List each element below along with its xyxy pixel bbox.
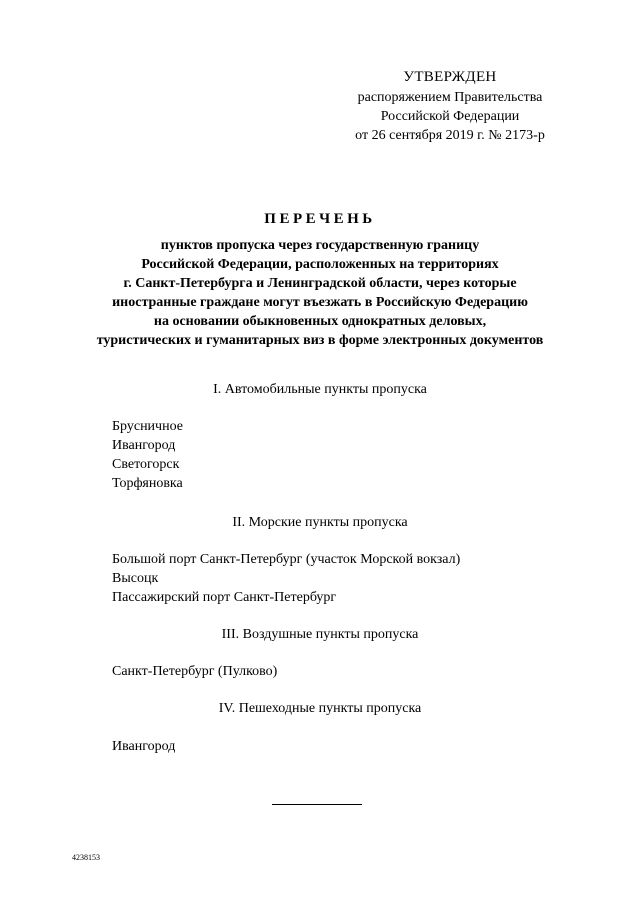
section-items <box>112 550 460 607</box>
closing-rule <box>272 804 362 805</box>
section-heading: I. Автомобильные пункты пропуска <box>213 382 427 397</box>
list-item: Ивангород <box>112 438 176 453</box>
approval-line: распоряжением Правительства <box>357 90 543 105</box>
document-title: ПЕРЕЧЕНЬ <box>264 211 376 227</box>
section-items <box>112 417 183 493</box>
subtitle-line: пунктов пропуска через государственную границу <box>160 238 480 253</box>
section-items <box>112 737 175 756</box>
list-item: Санкт-Петербург (Пулково) <box>112 664 278 679</box>
list-item: Брусничное <box>112 419 183 434</box>
list-item: Светогорск <box>112 457 180 472</box>
section-heading: IV. Пешеходные пункты пропуска <box>218 701 422 716</box>
section-items <box>112 662 277 681</box>
subtitle-line: на основании обыкновенных однократных деловых, <box>153 314 487 329</box>
list-item: Ивангород <box>112 739 176 754</box>
document-code: 4238153 <box>72 853 100 862</box>
approval-line: от 26 сентября 2019 г. № 2173-р <box>355 128 545 143</box>
subtitle-line: туристических и гуманитарных виз в форме электронных документов <box>96 333 544 348</box>
section-heading: III. Воздушные пункты пропуска <box>221 627 419 642</box>
approval-heading: УТВЕРЖДЕН <box>403 69 497 85</box>
list-item: Пассажирский порт Санкт-Петербург <box>112 590 337 605</box>
approval-line: Российской Федерации <box>380 109 520 124</box>
approval-stamp <box>330 68 570 145</box>
subtitle-line: иностранные граждане могут въезжать в Российскую Федерацию <box>112 295 528 310</box>
subtitle-line: г. Санкт-Петербурга и Ленинградской области, через которые <box>123 276 517 291</box>
document-subtitle <box>40 236 600 350</box>
subtitle-line: Российской Федерации, расположенных на территориях <box>141 257 499 272</box>
list-item: Большой порт Санкт-Петербург (участок Морской вокзал) <box>112 552 461 567</box>
section-heading: II. Морские пункты пропуска <box>232 515 408 530</box>
list-item: Торфяновка <box>112 476 183 491</box>
list-item: Высоцк <box>112 571 159 586</box>
